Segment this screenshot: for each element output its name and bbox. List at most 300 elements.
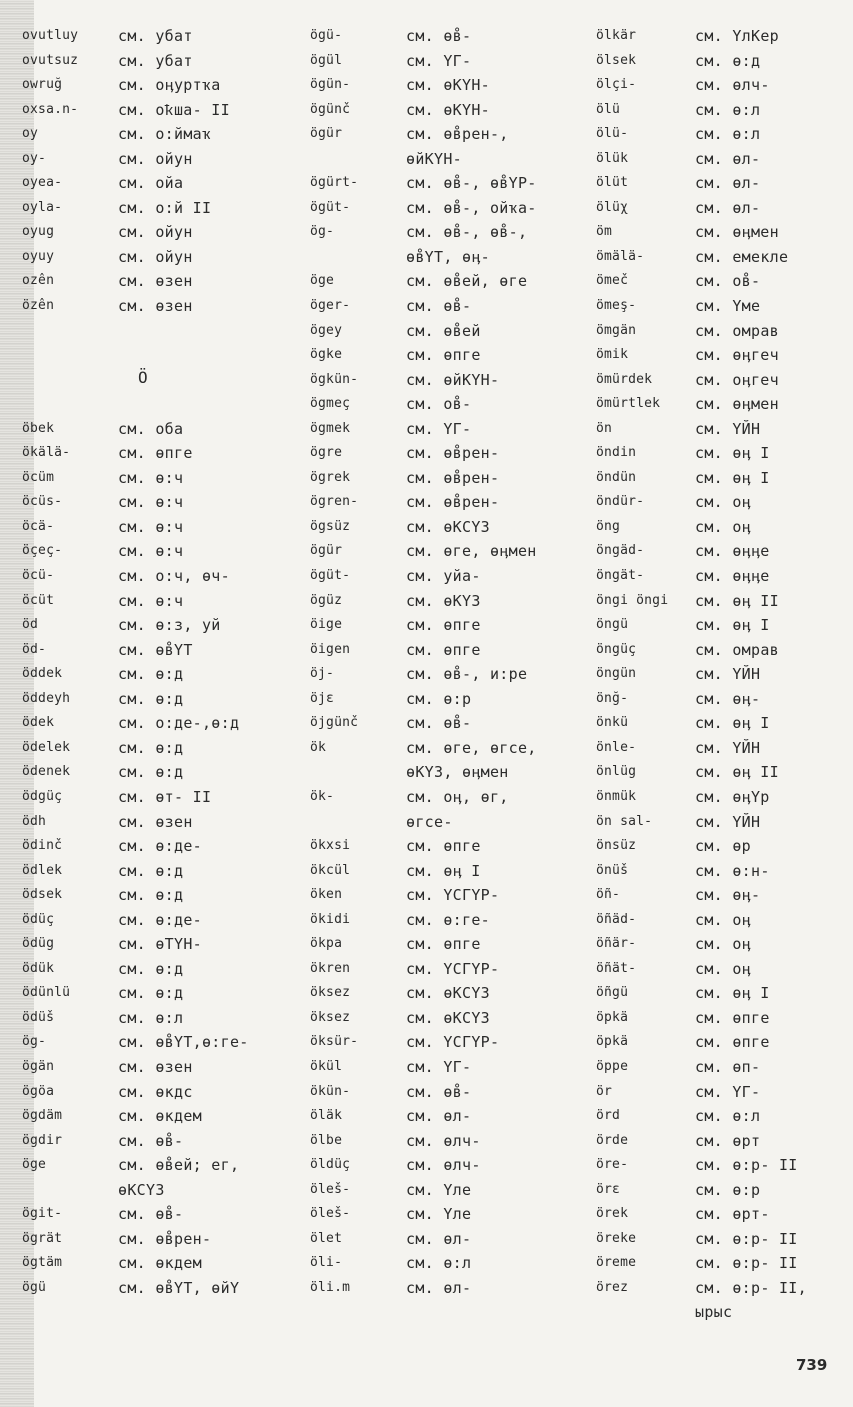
entry-headword: öcä- xyxy=(22,518,55,534)
entry-headword: öksür- xyxy=(310,1034,359,1050)
entry-headword: ögül xyxy=(310,52,343,68)
entry-headword: öli- xyxy=(310,1255,343,1271)
entry-headword: ök xyxy=(310,739,327,755)
entry-reference: см. өзен xyxy=(118,272,193,291)
entry-reference: см. ҮГ- xyxy=(695,1082,761,1101)
entry-reference: см. өл- xyxy=(406,1278,472,1297)
entry-reference: см. өт- II xyxy=(118,787,212,806)
entry-headword: öddek xyxy=(22,666,63,682)
entry-headword: ödsek xyxy=(22,887,63,903)
entry-reference: см. оӊуртҡа xyxy=(118,76,221,95)
entry-headword: öngät- xyxy=(596,568,645,584)
entry-reference: см. өКСҮЗ xyxy=(406,517,490,536)
entry-reference: см. ө:л xyxy=(695,100,761,119)
entry-reference: см. өпге xyxy=(406,935,481,954)
entry-reference: см. омрав xyxy=(695,321,779,340)
entry-reference-continuation: өКСҮЗ xyxy=(118,1180,165,1199)
entry-headword: ögrek xyxy=(310,469,351,485)
entry-headword: ölü xyxy=(596,101,621,117)
entry-headword: ödek xyxy=(22,715,55,731)
entry-reference: см. өӊ I xyxy=(695,616,770,635)
entry-reference: см. ө:д xyxy=(118,689,184,708)
entry-headword: ögey xyxy=(310,322,343,338)
entry-headword: ögü- xyxy=(310,28,343,43)
entry-reference: см. ө:де- xyxy=(118,837,202,856)
entry-headword: ökpa xyxy=(310,936,343,952)
entry-headword: ön sal- xyxy=(596,813,653,829)
entry-headword: öleš- xyxy=(310,1181,351,1197)
entry-headword: öre- xyxy=(596,1157,629,1173)
entry-headword: ödgüç xyxy=(22,788,63,804)
entry-headword: öigen xyxy=(310,641,351,657)
entry-reference: см. өпге xyxy=(695,1008,770,1027)
entry-headword: ögmeç xyxy=(310,396,351,412)
entry-headword: ögü xyxy=(22,1279,47,1295)
entry-headword: ögrät xyxy=(22,1230,63,1246)
entry-reference: см. өӊ- xyxy=(695,886,761,905)
entry-reference-continuation: өКҮЗ, өӊмен xyxy=(406,763,509,782)
entry-reference: см. өв̊-, өв̊ҮР- xyxy=(406,174,537,193)
entry-reference: см. ҮГ- xyxy=(406,419,472,438)
entry-headword: ömeş- xyxy=(596,298,637,314)
entry-reference: см. ҮСГҮР- xyxy=(406,959,500,978)
entry-reference: см. ө:д xyxy=(695,51,761,70)
entry-headword: öndün xyxy=(596,469,637,485)
entry-reference: см. өзен xyxy=(118,1057,193,1076)
entry-headword: ödüç xyxy=(22,911,55,927)
entry-reference: см. оба xyxy=(118,419,184,438)
entry-headword: ölkär xyxy=(596,28,637,43)
entry-reference: см. өл- xyxy=(695,149,761,168)
entry-headword: ökül xyxy=(310,1058,343,1074)
entry-reference: см. ов̊- xyxy=(406,395,472,414)
entry-headword: ölbe xyxy=(310,1132,343,1148)
entry-reference: см. өр xyxy=(695,837,751,856)
entry-reference: см. өв̊рен- xyxy=(118,1229,212,1248)
entry-headword: öng xyxy=(596,518,621,534)
entry-headword: öcüm xyxy=(22,469,55,485)
entry-reference: см. өКСҮЗ xyxy=(406,1008,490,1027)
entry-reference: см. өв̊ҮТ,ө:ге- xyxy=(118,1033,249,1052)
entry-reference: см. о:ймаҡ xyxy=(118,125,212,144)
entry-headword: önkü xyxy=(596,715,629,731)
entry-headword: ögür xyxy=(310,543,343,559)
entry-reference: см. өпге xyxy=(406,640,481,659)
entry-reference: см. ҮЙН xyxy=(695,419,761,438)
entry-headword: öksez xyxy=(310,1009,351,1025)
entry-reference: см. өв̊- xyxy=(406,1082,472,1101)
entry-reference: см. ҮСГҮР- xyxy=(406,886,500,905)
entry-reference: см. өпге xyxy=(695,1033,770,1052)
entry-reference: см. өкдем xyxy=(118,1254,202,1273)
entry-reference: см. өӊӊе xyxy=(695,567,770,586)
entry-headword: ovutluy xyxy=(22,28,79,43)
entry-reference: см. ойун xyxy=(118,149,193,168)
entry-reference: см. ө:д xyxy=(118,738,184,757)
entry-headword: öçeç- xyxy=(22,543,63,559)
entry-headword: öndin xyxy=(596,445,637,461)
entry-headword: öksez xyxy=(310,985,351,1001)
entry-headword: ör xyxy=(596,1083,613,1099)
entry-headword: oyea- xyxy=(22,175,63,191)
entry-reference: см. өӊ II xyxy=(695,591,779,610)
entry-reference: см. өӊ I xyxy=(406,861,481,880)
entry-headword: ölük xyxy=(596,150,629,166)
entry-headword: önlüg xyxy=(596,764,637,780)
entry-reference: см. өйКҮН- xyxy=(406,370,500,389)
entry-reference: см. ов̊- xyxy=(695,272,761,291)
entry-headword: ölçi- xyxy=(596,77,637,93)
entry-reference: см. ө:з, уй xyxy=(118,616,221,635)
entry-headword: ögüt- xyxy=(310,568,351,584)
entry-reference: см. өв̊рен- xyxy=(406,493,500,512)
entry-headword: ovutsuz xyxy=(22,52,79,68)
entry-reference: см. өл- xyxy=(695,198,761,217)
entry-reference: см. өпге xyxy=(406,837,481,856)
entry-reference: см. емекле xyxy=(695,247,789,266)
entry-headword: örek xyxy=(596,1206,629,1222)
entry-headword: öddeyh xyxy=(22,690,71,706)
entry-headword: öige xyxy=(310,617,343,633)
entry-reference: см. оӊгеч xyxy=(695,370,779,389)
entry-reference: см. өл- xyxy=(695,174,761,193)
entry-reference: см. өв̊ҮТ xyxy=(118,640,193,659)
entry-headword: öñgü xyxy=(596,985,629,1001)
entry-reference: см. омрав xyxy=(695,640,779,659)
page-number: 739 xyxy=(796,1356,828,1374)
entry-headword: öger- xyxy=(310,298,351,314)
entry-reference: см. ө:ч xyxy=(118,493,184,512)
entry-headword: ömeč xyxy=(596,273,629,289)
entry-reference: см. өв̊ҮТ, өйҮ xyxy=(118,1278,240,1297)
entry-headword: örez xyxy=(596,1279,629,1295)
entry-reference: см. ойа xyxy=(118,174,184,193)
entry-reference: см. ө:д xyxy=(118,861,184,880)
entry-headword: ögit- xyxy=(22,1206,63,1222)
entry-reference: см. өрт xyxy=(695,1131,761,1150)
entry-reference: см. ө:р xyxy=(406,689,472,708)
entry-reference: см. оӊ, өг, xyxy=(406,787,509,806)
entry-reference: см. өкдем xyxy=(118,1107,202,1126)
entry-headword: oy xyxy=(22,126,39,142)
entry-reference: см. ө:д xyxy=(118,665,184,684)
entry-reference: см. ө:ч xyxy=(118,542,184,561)
entry-headword: ög- xyxy=(22,1034,47,1050)
entry-reference: см. убат xyxy=(118,51,193,70)
entry-reference: см. өпге xyxy=(118,444,193,463)
entry-headword: öjε xyxy=(310,690,335,706)
entry-headword: öñ- xyxy=(596,887,621,903)
entry-headword: öldüç xyxy=(310,1157,351,1173)
entry-headword: öläk xyxy=(310,1108,343,1124)
entry-headword: öm xyxy=(596,224,613,240)
entry-headword: ögür xyxy=(310,126,343,142)
entry-headword: ögtäm xyxy=(22,1255,63,1271)
entry-headword: oyla- xyxy=(22,199,63,215)
entry-reference: см. ө:л xyxy=(118,1008,184,1027)
entry-headword: ögkün- xyxy=(310,371,359,387)
entry-headword: ödenek xyxy=(22,764,71,780)
entry-reference: см. ө:л xyxy=(406,1254,472,1273)
entry-reference: см. ө:л xyxy=(695,125,761,144)
entry-headword: ölü- xyxy=(596,126,629,142)
entry-headword: oy- xyxy=(22,150,47,166)
entry-reference: см. уйа- xyxy=(406,567,481,586)
entry-headword: owruğ xyxy=(22,77,63,93)
entry-reference: см. өв̊ей, өге xyxy=(406,272,528,291)
entry-reference: см. Үле xyxy=(406,1205,472,1224)
entry-reference: см. оӊ xyxy=(695,959,751,978)
entry-reference: см. өге, өӊмен xyxy=(406,542,537,561)
entry-reference-continuation: өгсе- xyxy=(406,812,453,831)
entry-headword: ömgän xyxy=(596,322,637,338)
entry-headword: öngü xyxy=(596,617,629,633)
entry-reference-continuation: өв̊ҮТ, өӊ- xyxy=(406,247,490,266)
entry-headword: öngi öngi xyxy=(596,592,669,608)
entry-reference: см. өлч- xyxy=(406,1156,481,1175)
entry-reference: см. ө:р- II xyxy=(695,1254,798,1273)
entry-headword: öppe xyxy=(596,1058,629,1074)
entry-headword: öpkä xyxy=(596,1034,629,1050)
entry-headword: önsüz xyxy=(596,838,637,854)
entry-reference: см. оӊ xyxy=(695,517,751,536)
entry-reference: см. өӊ- xyxy=(695,689,761,708)
entry-headword: ökidi xyxy=(310,911,351,927)
entry-reference: см. өв̊-, ойҡа- xyxy=(406,198,537,217)
entry-headword: ökün- xyxy=(310,1083,351,1099)
entry-headword: ozên xyxy=(22,273,55,289)
entry-headword: öjgünč xyxy=(310,715,359,731)
entry-reference: см. өв̊ей xyxy=(406,321,481,340)
entry-headword: ögüt- xyxy=(310,199,351,215)
section-letter: Ö xyxy=(138,368,148,387)
entry-headword: ölet xyxy=(310,1230,343,1246)
entry-reference: см. өКҮЗ xyxy=(406,591,481,610)
entry-headword: örε xyxy=(596,1181,621,1197)
entry-reference: см. ө:н- xyxy=(695,861,770,880)
entry-reference: см. Үме xyxy=(695,297,761,316)
entry-headword: önmük xyxy=(596,788,637,804)
entry-headword: ögdir xyxy=(22,1132,63,1148)
entry-headword: ögke xyxy=(310,347,343,363)
entry-reference: см. ҮлКер xyxy=(695,27,779,45)
entry-headword: öd xyxy=(22,617,39,633)
entry-reference: см. о:де-,ө:д xyxy=(118,714,240,733)
entry-reference: см. өзен xyxy=(118,812,193,831)
entry-reference: см. ойун xyxy=(118,223,193,242)
entry-headword: öngüç xyxy=(596,641,637,657)
entry-headword: ödünlü xyxy=(22,985,71,1001)
entry-headword: ödelek xyxy=(22,739,71,755)
entry-reference: см. өв̊рен- xyxy=(406,444,500,463)
entry-reference: см. өлч- xyxy=(406,1131,481,1150)
entry-headword: öge xyxy=(22,1157,47,1173)
entry-reference: см. өзен xyxy=(118,297,193,316)
entry-headword: ögdäm xyxy=(22,1108,63,1124)
entry-headword: önle- xyxy=(596,739,637,755)
entry-headword: öbek xyxy=(22,420,55,436)
entry-headword: ödüš xyxy=(22,1009,55,1025)
entry-reference: см. өв̊- xyxy=(406,27,472,45)
entry-reference-continuation: ырыс xyxy=(695,1303,733,1322)
entry-headword: oxsa.n- xyxy=(22,101,79,117)
entry-reference: см. өӊӊе xyxy=(695,542,770,561)
entry-reference: см. өв̊рен-, xyxy=(406,125,509,144)
entry-headword: ön xyxy=(596,420,613,436)
entry-reference: см. оӊ xyxy=(695,935,751,954)
entry-reference: см. ҮСГҮР- xyxy=(406,1033,500,1052)
entry-reference: см. өКҮН- xyxy=(406,100,490,119)
entry-headword: ölüχ xyxy=(596,199,629,215)
entry-headword: öd- xyxy=(22,641,47,657)
entry-headword: öngün xyxy=(596,666,637,682)
entry-headword: ögün- xyxy=(310,77,351,93)
entry-headword: ögsüz xyxy=(310,518,351,534)
entry-reference: см. өге, өгсе, xyxy=(406,738,537,757)
entry-reference: см. ө:ч xyxy=(118,591,184,610)
entry-headword: ölüt xyxy=(596,175,629,191)
entry-reference: см. убат xyxy=(118,27,193,45)
entry-headword: ödüg xyxy=(22,936,55,952)
entry-reference: см. ө:ч xyxy=(118,468,184,487)
entry-reference: см. өв̊ей; ег, xyxy=(118,1156,240,1175)
entry-reference: см. өрт- xyxy=(695,1205,770,1224)
entry-reference: см. ө:р- II xyxy=(695,1229,798,1248)
entry-reference: см. о:й II xyxy=(118,198,212,217)
entry-reference: см. оҟша- II xyxy=(118,100,230,119)
entry-reference: см. өв̊- xyxy=(118,1131,184,1150)
entry-reference: см. өКҮН- xyxy=(406,76,490,95)
entry-reference: см. Үле xyxy=(406,1180,472,1199)
entry-reference: см. өв̊- xyxy=(118,1205,184,1224)
entry-headword: ök- xyxy=(310,788,335,804)
entry-reference: см. өӊ I xyxy=(695,444,770,463)
entry-reference: см. өл- xyxy=(406,1107,472,1126)
entry-headword: ögüz xyxy=(310,592,343,608)
entry-reference: см. өлч- xyxy=(695,76,770,95)
entry-reference: см. о:ч, өч- xyxy=(118,567,230,586)
entry-headword: ökcül xyxy=(310,862,351,878)
entry-headword: ögöa xyxy=(22,1083,55,1099)
entry-reference: см. ҮГ- xyxy=(406,51,472,70)
entry-headword: ögürt- xyxy=(310,175,359,191)
entry-reference: см. ө:ч xyxy=(118,517,184,536)
entry-reference: см. оӊ xyxy=(695,910,751,929)
entry-headword: oyuy xyxy=(22,248,55,264)
entry-reference: см. ө:р xyxy=(695,1180,761,1199)
entry-reference: см. өв̊- xyxy=(406,297,472,316)
entry-headword: ögren- xyxy=(310,494,359,510)
entry-headword: ödlek xyxy=(22,862,63,878)
entry-headword: önüš xyxy=(596,862,629,878)
entry-headword: öcüs- xyxy=(22,494,63,510)
entry-reference: см. өл- xyxy=(406,1229,472,1248)
entry-headword: ög- xyxy=(310,224,335,240)
entry-headword: ögünč xyxy=(310,101,351,117)
entry-headword: öge xyxy=(310,273,335,289)
entry-reference: см. ойун xyxy=(118,247,193,266)
entry-reference: см. өпге xyxy=(406,616,481,635)
entry-headword: ögre xyxy=(310,445,343,461)
entry-headword: öngäd- xyxy=(596,543,645,559)
entry-headword: ödük xyxy=(22,960,55,976)
entry-reference: см. өТҮН- xyxy=(118,935,202,954)
entry-headword: ömürtlek xyxy=(596,396,661,412)
entry-reference-continuation: өйКҮН- xyxy=(406,149,462,168)
entry-reference: см. өКСҮЗ xyxy=(406,984,490,1003)
entry-reference: см. ҮЙН xyxy=(695,738,761,757)
entry-headword: örde xyxy=(596,1132,629,1148)
entry-headword: özên xyxy=(22,298,55,314)
entry-headword: öñät- xyxy=(596,960,637,976)
entry-headword: ömürdek xyxy=(596,371,653,387)
entry-headword: ödinč xyxy=(22,838,63,854)
entry-headword: ögän xyxy=(22,1058,55,1074)
entry-headword: ömik xyxy=(596,347,629,363)
entry-reference: см. ө:де- xyxy=(118,910,202,929)
entry-headword: ökxsi xyxy=(310,838,351,854)
entry-headword: öcü- xyxy=(22,568,55,584)
entry-reference: см. өӊмен xyxy=(695,395,779,414)
entry-reference: см. ө:л xyxy=(695,1107,761,1126)
entry-reference: см. өв̊-, өв̊-, xyxy=(406,223,528,242)
entry-reference: см. өӊҮр xyxy=(695,787,770,806)
entry-headword: öndür- xyxy=(596,494,645,510)
entry-reference: см. ө:д xyxy=(118,959,184,978)
entry-reference: см. өӊмен xyxy=(695,223,779,242)
entry-reference: см. өп- xyxy=(695,1057,761,1076)
entry-headword: ömälä- xyxy=(596,248,645,264)
entry-reference: см. өӊ I xyxy=(695,984,770,1003)
entry-reference: см. ҮЙН xyxy=(695,812,761,831)
entry-reference: см. ө:д xyxy=(118,763,184,782)
entry-reference: см. өӊ I xyxy=(695,714,770,733)
entry-headword: öcüt xyxy=(22,592,55,608)
entry-headword: öpkä xyxy=(596,1009,629,1025)
entry-reference: см. оӊ xyxy=(695,493,751,512)
entry-reference: см. ө:р- II xyxy=(695,1156,798,1175)
entry-headword: öli.m xyxy=(310,1279,351,1295)
entry-headword: ögmek xyxy=(310,420,351,436)
entry-headword: ödh xyxy=(22,813,47,829)
entry-reference: см. ө:д xyxy=(118,886,184,905)
entry-reference: см. өӊ II xyxy=(695,763,779,782)
entry-reference: см. ҮЙН xyxy=(695,665,761,684)
entry-headword: öreke xyxy=(596,1230,637,1246)
entry-reference: см. ө:ге- xyxy=(406,910,490,929)
entry-reference: см. өкдс xyxy=(118,1082,193,1101)
entry-headword: ökälä- xyxy=(22,445,71,461)
entry-reference: см. өӊгеч xyxy=(695,346,779,365)
entry-headword: öleš- xyxy=(310,1206,351,1222)
entry-reference: см. ө:д xyxy=(118,984,184,1003)
entry-headword: öreme xyxy=(596,1255,637,1271)
entry-headword: önğ- xyxy=(596,690,629,706)
entry-headword: öken xyxy=(310,887,343,903)
entry-reference: см. өв̊рен- xyxy=(406,468,500,487)
entry-headword: öñäd- xyxy=(596,911,637,927)
entry-headword: oyug xyxy=(22,224,55,240)
entry-headword: öj- xyxy=(310,666,335,682)
entry-reference: см. өпге xyxy=(406,346,481,365)
entry-reference: см. өв̊-, и:ре xyxy=(406,665,528,684)
entry-headword: örd xyxy=(596,1108,621,1124)
entry-headword: ökren xyxy=(310,960,351,976)
entry-reference: см. өӊ I xyxy=(695,468,770,487)
entry-headword: öñär- xyxy=(596,936,637,952)
entry-reference: см. ҮГ- xyxy=(406,1057,472,1076)
entry-reference: см. ө:р- II, xyxy=(695,1278,807,1297)
